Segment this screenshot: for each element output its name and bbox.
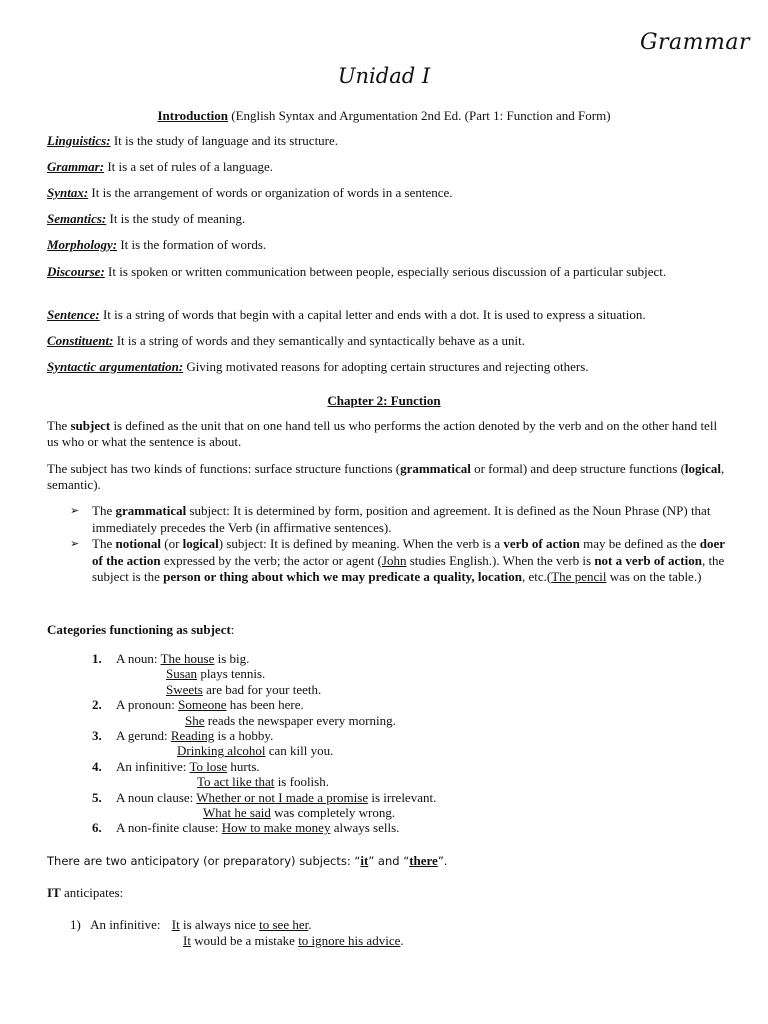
example-line bbox=[70, 933, 404, 949]
example-rest: would be a mistake bbox=[190, 933, 299, 948]
definition-sentence bbox=[47, 307, 727, 323]
definition-linguistics bbox=[47, 133, 727, 149]
example-subject: To act like that bbox=[197, 774, 275, 790]
category-label: An infinitive: bbox=[116, 758, 190, 774]
subject-functions-paragraph bbox=[47, 461, 727, 493]
example-rest: can kill you. bbox=[265, 743, 334, 759]
text-run-bold: not a verb of action bbox=[594, 552, 702, 568]
text-run-bold: logical bbox=[684, 461, 722, 476]
text-run: anticipates: bbox=[60, 885, 124, 900]
example-subject: Susan bbox=[166, 666, 198, 682]
text-run-bold: verb of action bbox=[503, 536, 580, 551]
intro-line bbox=[0, 108, 768, 124]
definition-morphology bbox=[47, 237, 727, 253]
definition-term: Morphology: bbox=[47, 237, 118, 252]
text-run: , the subject is the bbox=[92, 552, 725, 584]
text-run: was on the table.) bbox=[606, 569, 702, 584]
chapter-title: Chapter 2: Function bbox=[327, 393, 441, 408]
category-label: A pronoun: bbox=[116, 697, 179, 713]
unit-title: Unidad I bbox=[337, 64, 431, 88]
text-run-underlined: John bbox=[381, 552, 407, 568]
anticipatory-subjects-line bbox=[47, 853, 447, 869]
text-run-underlined: The pencil bbox=[551, 569, 607, 584]
example-subject: The house bbox=[160, 651, 215, 666]
text-run: may be defined as the bbox=[579, 536, 700, 551]
example-rest: always sells. bbox=[330, 820, 400, 836]
definition-text: It is the formation of words. bbox=[117, 237, 267, 252]
definition-text: It is spoken or written communication between people, especially serious discussion of a particular subject. bbox=[104, 264, 667, 279]
text-run: The subject has two kinds of functions: surface structure functions ( bbox=[47, 461, 401, 476]
definition-discourse bbox=[47, 264, 727, 280]
bullet-notional-subject bbox=[70, 536, 726, 586]
categories-heading-text: Categories functioning as subject bbox=[47, 622, 231, 637]
definition-text: It is the study of meaning. bbox=[106, 211, 246, 226]
example-subject: How to make money bbox=[221, 820, 331, 836]
example-subject: It bbox=[183, 933, 191, 948]
text-run: The bbox=[92, 536, 116, 551]
it-anticipates-heading bbox=[47, 885, 123, 901]
category-label: A non-finite clause: bbox=[116, 820, 222, 836]
definition-term: Linguistics: bbox=[47, 133, 111, 148]
text-run-bold: notional bbox=[115, 536, 161, 551]
text-run: studies English.). When the verb is bbox=[406, 552, 595, 568]
example-rest: is always nice bbox=[179, 917, 260, 932]
definition-syntax bbox=[47, 185, 727, 201]
example-rest: is irrelevant. bbox=[368, 789, 437, 805]
category-number: 6. bbox=[92, 820, 102, 836]
category-number: 3. bbox=[92, 728, 102, 744]
categories-heading-colon: : bbox=[230, 622, 235, 637]
example-line bbox=[116, 805, 692, 820]
example-subject: Drinking alcohol bbox=[177, 743, 266, 759]
category-number: 2. bbox=[92, 697, 102, 713]
text-run-bold: subject bbox=[70, 418, 111, 433]
definition-term: Syntax: bbox=[47, 185, 89, 200]
example-rest: plays tennis. bbox=[197, 666, 266, 682]
example-line bbox=[116, 774, 692, 789]
example-line bbox=[164, 917, 312, 932]
text-run: or formal) and deep structure functions ( bbox=[470, 461, 685, 476]
definition-term: Sentence: bbox=[47, 307, 100, 322]
example-subject: To lose bbox=[189, 758, 228, 774]
category-label: A noun clause: bbox=[116, 789, 197, 805]
example-infinitive: to see her bbox=[259, 917, 309, 932]
definition-text: It is a set of rules of a language. bbox=[104, 159, 274, 174]
definition-text: It is the arrangement of words or organization of words in a sentence. bbox=[88, 185, 453, 200]
text-run: (or bbox=[160, 536, 183, 551]
example-line bbox=[116, 743, 692, 758]
category-number: 4. bbox=[92, 758, 102, 774]
definition-text: It is the study of language and its structure. bbox=[110, 133, 339, 148]
example-line bbox=[116, 713, 692, 728]
text-run: ) subject: It is defined by meaning. When the verb is a bbox=[218, 536, 504, 551]
example-subject: She bbox=[185, 712, 205, 728]
example-infinitive: to ignore his advice bbox=[298, 933, 401, 948]
intro-rest: (English Syntax and Argumentation 2nd Ed. (Part 1: Function and Form) bbox=[228, 108, 611, 123]
definition-syntactic-argumentation bbox=[47, 359, 727, 375]
text-run: , etc.( bbox=[522, 569, 552, 584]
definition-semantics bbox=[47, 211, 727, 227]
example-rest: is a hobby. bbox=[214, 728, 274, 744]
example-rest: reads the newspaper every morning. bbox=[204, 712, 396, 728]
example-subject: Reading bbox=[170, 728, 215, 744]
definition-constituent bbox=[47, 333, 727, 349]
text-run: subject: It is determined by form, position and agreement. It is defined as the Noun Phrase (NP) that immediately precedes the Verb (in affirmative sentences). bbox=[92, 503, 711, 535]
keyword-it: it bbox=[360, 853, 369, 868]
category-label: A noun: bbox=[116, 651, 161, 666]
definition-term: Discourse: bbox=[47, 264, 105, 279]
definition-grammar bbox=[47, 159, 727, 175]
arrow-bullet-icon: ➢ bbox=[70, 537, 80, 550]
text-run: The bbox=[47, 418, 71, 433]
text-run: ” and “ bbox=[368, 854, 410, 868]
text-run-bold: grammatical bbox=[115, 503, 187, 518]
text-run-bold: grammatical bbox=[400, 461, 471, 476]
example-rest: are bad for your teeth. bbox=[202, 681, 322, 697]
text-run-bold: logical bbox=[182, 536, 219, 551]
definition-text: It is a string of words and they semantically and syntactically behave as a unit. bbox=[113, 333, 526, 348]
intro-bold: Introduction bbox=[157, 108, 229, 123]
corner-title: Grammar bbox=[639, 30, 750, 55]
text-run-bold: person or thing about which we may predicate a quality, location bbox=[163, 569, 522, 584]
definition-text: It is a string of words that begin with a capital letter and ends with a dot. It is used to express a situation. bbox=[99, 307, 646, 322]
category-noun bbox=[92, 651, 692, 697]
example-subject: It bbox=[171, 917, 180, 932]
categories-list bbox=[92, 651, 692, 836]
example-rest: . bbox=[308, 917, 312, 932]
example-subject: Someone bbox=[178, 697, 227, 713]
categories-heading bbox=[47, 622, 234, 638]
category-label: A gerund: bbox=[116, 728, 171, 744]
definition-term: Grammar: bbox=[47, 159, 105, 174]
category-noun-clause bbox=[92, 790, 692, 821]
category-infinitive bbox=[92, 759, 692, 790]
example-rest: . bbox=[400, 933, 404, 948]
category-pronoun bbox=[92, 697, 692, 728]
item-number: 1) bbox=[70, 917, 81, 932]
definition-term: Constituent: bbox=[47, 333, 114, 348]
text-run: ”. bbox=[437, 854, 448, 868]
category-number: 5. bbox=[92, 789, 102, 805]
subject-definition-paragraph bbox=[47, 418, 727, 450]
example-line bbox=[116, 666, 692, 681]
example-subject: Whether or not I made a promise bbox=[196, 789, 369, 805]
text-run-bold: IT bbox=[47, 885, 61, 900]
category-number: 1. bbox=[92, 651, 102, 666]
text-run-bold: doer of the action bbox=[92, 536, 725, 568]
definition-text: Giving motivated reasons for adopting certain structures and rejecting others. bbox=[183, 359, 589, 374]
subject-types-list bbox=[70, 503, 726, 586]
example-rest: was completely wrong. bbox=[270, 805, 396, 821]
text-run: expressed by the verb; the actor or agent ( bbox=[160, 552, 382, 568]
example-subject: Sweets bbox=[166, 681, 203, 697]
keyword-there: there bbox=[409, 853, 438, 868]
it-examples-list bbox=[70, 917, 404, 949]
category-non-finite-clause bbox=[92, 820, 692, 835]
example-rest: is foolish. bbox=[274, 774, 329, 790]
example-subject: What he said bbox=[203, 805, 271, 821]
text-run: , semantic). bbox=[47, 461, 725, 492]
it-example-infinitive bbox=[70, 917, 404, 933]
definition-term: Semantics: bbox=[47, 211, 107, 226]
item-label: An infinitive: bbox=[90, 917, 161, 932]
example-rest: is big. bbox=[214, 651, 250, 666]
bullet-grammatical-subject bbox=[70, 503, 726, 536]
definition-term: Syntactic argumentation: bbox=[47, 359, 184, 374]
text-run: is defined as the unit that on one hand tell us who performs the action denoted by the verb and on the other hand tell us who or what the sentence is about. bbox=[47, 418, 718, 449]
text-run: The bbox=[92, 503, 116, 518]
arrow-bullet-icon: ➢ bbox=[70, 504, 80, 517]
example-rest: has been here. bbox=[226, 697, 304, 713]
example-rest: hurts. bbox=[227, 758, 260, 774]
text-run: There are two anticipatory (or preparatory) subjects: “ bbox=[47, 854, 361, 868]
category-gerund bbox=[92, 728, 692, 759]
example-line bbox=[116, 682, 692, 697]
